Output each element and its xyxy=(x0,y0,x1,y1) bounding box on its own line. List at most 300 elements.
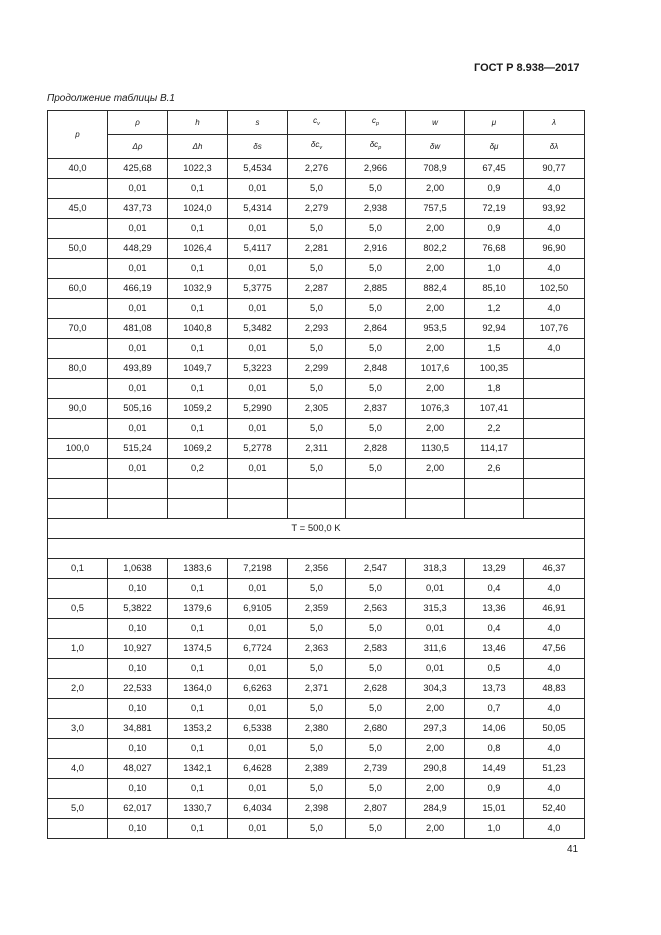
table-cell: 4,0 xyxy=(524,259,585,279)
table-cell: 13,46 xyxy=(465,639,524,659)
table-cell: 1383,6 xyxy=(168,559,228,579)
table-cell: 2,807 xyxy=(346,799,406,819)
table-cell: 0,10 xyxy=(108,819,168,839)
empty-cell xyxy=(48,539,585,559)
table-cell: 0,10 xyxy=(108,579,168,599)
table-cell: 0,01 xyxy=(108,259,168,279)
table-cell: 1,0 xyxy=(48,639,108,659)
table-cell: 2,938 xyxy=(346,199,406,219)
header-symbol: δc xyxy=(369,140,379,149)
table-row xyxy=(48,779,585,799)
table-cell: 13,36 xyxy=(465,599,524,619)
table-cell xyxy=(48,619,108,639)
top-col0-header xyxy=(108,111,168,135)
top-col1-header xyxy=(168,111,228,135)
table-cell: 2,281 xyxy=(288,239,346,259)
bottom-col2-header xyxy=(228,135,288,159)
table-cell xyxy=(168,479,228,499)
table-cell: 2,00 xyxy=(406,179,465,199)
header-subscript: p xyxy=(375,121,380,127)
table-row xyxy=(48,299,585,319)
table-cell: 5,0 xyxy=(346,459,406,479)
table-cell: 4,0 xyxy=(524,699,585,719)
table-cell: 100,35 xyxy=(465,359,524,379)
table-cell: 1130,5 xyxy=(406,439,465,459)
table-cell: 0,01 xyxy=(228,219,288,239)
table-cell: 1017,6 xyxy=(406,359,465,379)
table-cell: 5,0 xyxy=(288,339,346,359)
table-cell: 1024,0 xyxy=(168,199,228,219)
table-cell: 5,0 xyxy=(288,739,346,759)
table-cell xyxy=(48,739,108,759)
table-cell: 5,0 xyxy=(346,659,406,679)
table-cell: 0,10 xyxy=(108,739,168,759)
table-cell xyxy=(48,419,108,439)
table-cell: 5,0 xyxy=(346,779,406,799)
table-row xyxy=(48,319,585,339)
table-cell: 0,01 xyxy=(108,339,168,359)
table-cell: 802,2 xyxy=(406,239,465,259)
table-cell: 493,89 xyxy=(108,359,168,379)
table-cell xyxy=(228,499,288,519)
bottom-col6-header xyxy=(465,135,524,159)
table-cell: 34,881 xyxy=(108,719,168,739)
table-cell: 425,68 xyxy=(108,159,168,179)
table-cell: 10,927 xyxy=(108,639,168,659)
table-row xyxy=(48,639,585,659)
table-cell: 5,0 xyxy=(346,219,406,239)
table-cell: 757,5 xyxy=(406,199,465,219)
table-cell: 1,0638 xyxy=(108,559,168,579)
table-cell: 4,0 xyxy=(524,779,585,799)
table-cell: 5,2778 xyxy=(228,439,288,459)
table-cell: 1059,2 xyxy=(168,399,228,419)
table-cell xyxy=(524,419,585,439)
table-row xyxy=(48,699,585,719)
table-cell: 5,2990 xyxy=(228,399,288,419)
table-cell: 4,0 xyxy=(524,819,585,839)
table-cell: 40,0 xyxy=(48,159,108,179)
table-cell: 5,3223 xyxy=(228,359,288,379)
table-cell: 5,3775 xyxy=(228,279,288,299)
table-row xyxy=(48,619,585,639)
table-cell: 46,91 xyxy=(524,599,585,619)
table-cell: 1353,2 xyxy=(168,719,228,739)
header-symbol: Δh xyxy=(192,142,203,151)
table-cell xyxy=(346,499,406,519)
table-cell: 0,01 xyxy=(228,739,288,759)
table-cell: 0,1 xyxy=(168,219,228,239)
table-cell xyxy=(288,479,346,499)
table-cell: 2,00 xyxy=(406,459,465,479)
top-col4-header xyxy=(346,111,406,135)
table-cell: 0,1 xyxy=(168,299,228,319)
table-cell: 2,828 xyxy=(346,439,406,459)
table-row xyxy=(48,379,585,399)
table-cell: 6,6263 xyxy=(228,679,288,699)
table-cell: 5,4534 xyxy=(228,159,288,179)
table-cell xyxy=(48,179,108,199)
table-cell: 2,276 xyxy=(288,159,346,179)
table-cell: 0,01 xyxy=(228,459,288,479)
temperature-row xyxy=(48,519,585,539)
top-col6-header xyxy=(465,111,524,135)
table-cell: 5,4314 xyxy=(228,199,288,219)
table-cell: 2,848 xyxy=(346,359,406,379)
header-subscript: v xyxy=(319,145,323,151)
header-row-uncertainties xyxy=(48,135,585,159)
table-cell: 5,0 xyxy=(346,699,406,719)
table-cell: 2,00 xyxy=(406,219,465,239)
table-cell: 466,19 xyxy=(108,279,168,299)
table-row xyxy=(48,439,585,459)
table-cell: 50,05 xyxy=(524,719,585,739)
table-cell: 2,299 xyxy=(288,359,346,379)
header-symbol: δc xyxy=(310,140,320,149)
table-cell: 4,0 xyxy=(48,759,108,779)
table-cell: 0,01 xyxy=(108,219,168,239)
table-row xyxy=(48,659,585,679)
table-cell: 93,92 xyxy=(524,199,585,219)
table-cell: 5,0 xyxy=(346,619,406,639)
header-symbol: c xyxy=(313,116,318,125)
table-cell xyxy=(524,479,585,499)
table-cell: 50,0 xyxy=(48,239,108,259)
table-cell: 437,73 xyxy=(108,199,168,219)
table-cell: 5,0 xyxy=(288,819,346,839)
table-cell: 290,8 xyxy=(406,759,465,779)
table-cell xyxy=(406,479,465,499)
table-cell: 2,966 xyxy=(346,159,406,179)
table-cell: 0,10 xyxy=(108,779,168,799)
table-cell: 2,398 xyxy=(288,799,346,819)
table-cell: 60,0 xyxy=(48,279,108,299)
table-cell: 4,0 xyxy=(524,659,585,679)
table-cell: 4,0 xyxy=(524,219,585,239)
table-cell: 2,389 xyxy=(288,759,346,779)
table-row xyxy=(48,559,585,579)
header-symbol: w xyxy=(432,118,438,127)
table-cell: 6,9105 xyxy=(228,599,288,619)
table-cell: 6,4628 xyxy=(228,759,288,779)
table-cell: 45,0 xyxy=(48,199,108,219)
table-cell: 22,533 xyxy=(108,679,168,699)
table-cell: 13,29 xyxy=(465,559,524,579)
table-cell: 0,2 xyxy=(168,459,228,479)
table-cell: 72,19 xyxy=(465,199,524,219)
table-row xyxy=(48,739,585,759)
table-cell: 0,4 xyxy=(465,619,524,639)
table-cell: 882,4 xyxy=(406,279,465,299)
table-cell: 46,37 xyxy=(524,559,585,579)
table-cell: 1374,5 xyxy=(168,639,228,659)
table-cell: 0,01 xyxy=(228,299,288,319)
table-cell: 0,5 xyxy=(465,659,524,679)
table-cell: 2,547 xyxy=(346,559,406,579)
table-cell: 0,7 xyxy=(465,699,524,719)
table-cell: 1342,1 xyxy=(168,759,228,779)
table-cell: 0,9 xyxy=(465,179,524,199)
table-cell: 5,0 xyxy=(346,299,406,319)
table-cell: 0,01 xyxy=(108,379,168,399)
table-cell: 0,1 xyxy=(168,419,228,439)
table-cell xyxy=(228,479,288,499)
table-cell xyxy=(465,499,524,519)
table-cell: 5,0 xyxy=(346,419,406,439)
table-cell: 67,45 xyxy=(465,159,524,179)
table-row xyxy=(48,759,585,779)
table-cell: 5,0 xyxy=(288,459,346,479)
top-col5-header xyxy=(406,111,465,135)
table-row xyxy=(48,239,585,259)
table-row xyxy=(48,579,585,599)
table-row xyxy=(48,479,585,499)
page-number: 41 xyxy=(567,844,579,855)
table-cell: 0,01 xyxy=(228,819,288,839)
empty-row xyxy=(48,539,585,559)
table-cell: 2,287 xyxy=(288,279,346,299)
bottom-col7-header xyxy=(524,135,585,159)
table-cell: 0,01 xyxy=(228,379,288,399)
table-cell: 4,0 xyxy=(524,299,585,319)
table-cell: 0,01 xyxy=(228,619,288,639)
table-cell xyxy=(48,579,108,599)
table-cell: 5,0 xyxy=(288,379,346,399)
table-cell: 5,0 xyxy=(346,379,406,399)
table-cell: 2,371 xyxy=(288,679,346,699)
table-cell: 5,0 xyxy=(288,619,346,639)
table-cell: 1076,3 xyxy=(406,399,465,419)
table-cell: 5,0 xyxy=(288,659,346,679)
table-cell: 80,0 xyxy=(48,359,108,379)
table-cell: 2,0 xyxy=(48,679,108,699)
table-cell: 85,10 xyxy=(465,279,524,299)
table-cell: 4,0 xyxy=(524,579,585,599)
table-cell: 1379,6 xyxy=(168,599,228,619)
table-cell: 0,01 xyxy=(108,459,168,479)
header-symbol: ρ xyxy=(135,118,140,127)
table-cell xyxy=(108,499,168,519)
table-row xyxy=(48,259,585,279)
table-cell: 0,1 xyxy=(168,179,228,199)
table-cell: 2,380 xyxy=(288,719,346,739)
table-row xyxy=(48,339,585,359)
table-cell xyxy=(48,379,108,399)
table-cell xyxy=(48,339,108,359)
top-col7-header xyxy=(524,111,585,135)
table-cell xyxy=(48,499,108,519)
table-cell: 100,0 xyxy=(48,439,108,459)
table-cell: 5,3822 xyxy=(108,599,168,619)
table-cell: 14,06 xyxy=(465,719,524,739)
table-cell: 5,0 xyxy=(346,179,406,199)
table-cell: 70,0 xyxy=(48,319,108,339)
table-row xyxy=(48,159,585,179)
table-cell: 2,363 xyxy=(288,639,346,659)
table-cell: 315,3 xyxy=(406,599,465,619)
table-cell: 0,8 xyxy=(465,739,524,759)
table-cell: 0,01 xyxy=(228,579,288,599)
table-cell: 2,279 xyxy=(288,199,346,219)
table-cell: 5,0 xyxy=(288,179,346,199)
table-cell: 2,305 xyxy=(288,399,346,419)
table-cell: 62,017 xyxy=(108,799,168,819)
table-cell: 708,9 xyxy=(406,159,465,179)
table-cell: 0,01 xyxy=(228,659,288,679)
table-cell: 0,10 xyxy=(108,619,168,639)
table-cell: 0,1 xyxy=(168,779,228,799)
table-cell xyxy=(288,499,346,519)
table-cell: 2,00 xyxy=(406,379,465,399)
table-cell: 5,0 xyxy=(346,339,406,359)
table-cell: 48,027 xyxy=(108,759,168,779)
table-cell: 0,1 xyxy=(168,699,228,719)
table-row xyxy=(48,459,585,479)
table-cell: 2,739 xyxy=(346,759,406,779)
table-cell: 1364,0 xyxy=(168,679,228,699)
table-cell: 304,3 xyxy=(406,679,465,699)
table-cell: 2,293 xyxy=(288,319,346,339)
table-cell: 2,916 xyxy=(346,239,406,259)
table-cell: 2,2 xyxy=(465,419,524,439)
pressure-column-header: p xyxy=(48,111,108,159)
table-cell: 15,01 xyxy=(465,799,524,819)
header-symbol: μ xyxy=(491,118,497,127)
table-cell: 6,4034 xyxy=(228,799,288,819)
table-cell: 102,50 xyxy=(524,279,585,299)
table-cell: 5,4117 xyxy=(228,239,288,259)
bottom-col5-header xyxy=(406,135,465,159)
table-cell: 5,0 xyxy=(288,299,346,319)
table-cell: 48,83 xyxy=(524,679,585,699)
top-col3-header xyxy=(288,111,346,135)
table-cell: 0,4 xyxy=(465,579,524,599)
table-cell: 2,563 xyxy=(346,599,406,619)
header-symbol: λ xyxy=(552,118,556,127)
table-row xyxy=(48,399,585,419)
table-cell: 5,0 xyxy=(288,219,346,239)
table-cell: 2,885 xyxy=(346,279,406,299)
header-subscript: p xyxy=(378,145,382,151)
table-cell: 0,1 xyxy=(168,659,228,679)
table-cell: 52,40 xyxy=(524,799,585,819)
table-cell: 1,5 xyxy=(465,339,524,359)
table-cell: 90,77 xyxy=(524,159,585,179)
table-cell: 0,01 xyxy=(228,259,288,279)
table-cell: 1069,2 xyxy=(168,439,228,459)
header-symbol: c xyxy=(371,116,376,125)
table-cell: 3,0 xyxy=(48,719,108,739)
table-row xyxy=(48,679,585,699)
header-symbol: s xyxy=(255,118,260,127)
header-symbol: h xyxy=(195,118,200,127)
table-cell: 13,73 xyxy=(465,679,524,699)
table-cell: 0,01 xyxy=(228,699,288,719)
table-cell: 5,0 xyxy=(288,419,346,439)
table-cell: 2,6 xyxy=(465,459,524,479)
table-cell: 5,0 xyxy=(346,259,406,279)
table-cell: 0,01 xyxy=(228,779,288,799)
table-row xyxy=(48,199,585,219)
table-row xyxy=(48,499,585,519)
table-cell: 1,0 xyxy=(465,819,524,839)
table-cell: 2,00 xyxy=(406,819,465,839)
temperature-label: T = 500,0 K xyxy=(48,519,585,539)
table-cell: 5,0 xyxy=(48,799,108,819)
table-cell: 114,17 xyxy=(465,439,524,459)
table-cell: 5,0 xyxy=(346,739,406,759)
table-cell: 0,1 xyxy=(168,579,228,599)
table-cell xyxy=(168,499,228,519)
table-cell: 51,23 xyxy=(524,759,585,779)
bottom-col4-header xyxy=(346,135,406,159)
header-symbol: δs xyxy=(253,142,262,151)
table-cell: 1,8 xyxy=(465,379,524,399)
table-cell xyxy=(48,259,108,279)
standard-number: ГОСТ Р 8.938—2017 xyxy=(474,62,580,74)
table-cell: 2,311 xyxy=(288,439,346,459)
table-cell xyxy=(48,459,108,479)
top-col2-header xyxy=(228,111,288,135)
table-cell: 5,0 xyxy=(288,779,346,799)
table-cell: 2,00 xyxy=(406,419,465,439)
table-cell xyxy=(346,479,406,499)
table-cell: 2,680 xyxy=(346,719,406,739)
table-cell: 92,94 xyxy=(465,319,524,339)
table-cell: 311,6 xyxy=(406,639,465,659)
table-cell: 2,00 xyxy=(406,699,465,719)
table-cell: 0,1 xyxy=(48,559,108,579)
table-cell: 0,01 xyxy=(108,299,168,319)
table-cell: 5,0 xyxy=(288,699,346,719)
table-row xyxy=(48,419,585,439)
table-cell: 2,356 xyxy=(288,559,346,579)
table-cell: 2,00 xyxy=(406,779,465,799)
table-cell: 14,49 xyxy=(465,759,524,779)
table-cell: 0,1 xyxy=(168,379,228,399)
table-cell: 7,2198 xyxy=(228,559,288,579)
table-row xyxy=(48,219,585,239)
table-cell: 2,837 xyxy=(346,399,406,419)
table-cell xyxy=(108,479,168,499)
table-cell: 0,10 xyxy=(108,659,168,679)
table-cell: 5,0 xyxy=(346,819,406,839)
table-row xyxy=(48,719,585,739)
table-cell: 0,1 xyxy=(168,819,228,839)
table-cell xyxy=(524,399,585,419)
table-cell: 0,1 xyxy=(168,259,228,279)
header-symbol: δμ xyxy=(489,142,499,151)
table-cell: 0,01 xyxy=(228,179,288,199)
table-cell: 96,90 xyxy=(524,239,585,259)
table-cell: 90,0 xyxy=(48,399,108,419)
table-cell: 2,00 xyxy=(406,299,465,319)
table-cell: 2,359 xyxy=(288,599,346,619)
table-cell xyxy=(48,659,108,679)
table-cell: 5,3482 xyxy=(228,319,288,339)
table-cell xyxy=(48,219,108,239)
table-cell xyxy=(524,439,585,459)
table-cell: 481,08 xyxy=(108,319,168,339)
table-cell xyxy=(524,359,585,379)
data-table xyxy=(47,110,585,839)
table-cell: 1026,4 xyxy=(168,239,228,259)
table-cell: 0,9 xyxy=(465,779,524,799)
table-cell xyxy=(48,779,108,799)
table-cell: 4,0 xyxy=(524,619,585,639)
table-cell: 6,5338 xyxy=(228,719,288,739)
table-cell xyxy=(48,699,108,719)
